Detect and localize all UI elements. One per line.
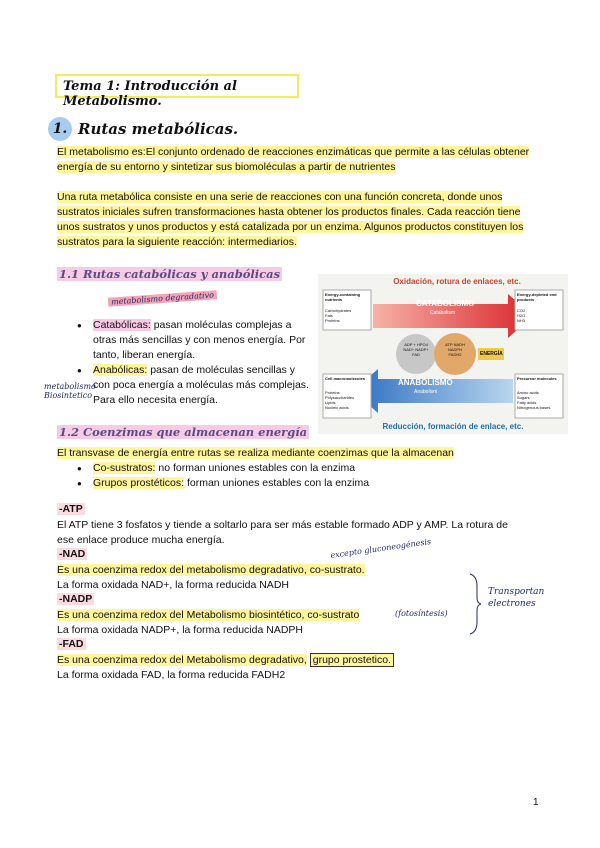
paragraph-transvase [57, 446, 537, 461]
list-coenzimas [75, 461, 495, 491]
nadp-line-2: La forma oxidada NADP+, la forma reducida NADPH [57, 624, 303, 636]
page-title: Tema 1: Introducción al Metabolismo. [55, 74, 299, 98]
atp-line-2: ese enlace produce mucha energía. [57, 534, 225, 546]
text-transvase: El transvase de energía entre rutas se realiza mediante coenzimas que la almacenan [57, 447, 454, 459]
macromolecules-items: Proteins Polysaccharides Lipids Nucleic acids [325, 390, 355, 410]
section-heading [48, 116, 238, 142]
fad-line-2: La forma oxidada FAD, la forma reducida FADH2 [57, 669, 286, 681]
energia-label: ENERGÍA [480, 351, 503, 357]
handwritten-note-catab: metabolismo degradativo [108, 290, 217, 307]
nutrients-title: Energy-containing nutrients [325, 292, 361, 302]
bullet-term: Grupos prostéticos: [93, 477, 185, 489]
heading-text: -ATP [59, 503, 83, 515]
atp-line-1: El ATP tiene 3 fosfatos y tiende a soltarlo para ser más estable formado ADP y AMP. La rotura de [57, 519, 508, 531]
heading-nad [57, 548, 87, 560]
nad-line-1: Es una coenzima redox del metabolismo degradativo, co-sustrato. [57, 564, 365, 576]
bullet-text: pasan moléculas complejas a otras más sencillas y con menos energía. Por tanto, liberan energía. [93, 319, 306, 361]
list-item [75, 318, 310, 363]
endproducts-title: Energy-depleted end products [517, 292, 557, 302]
list-item [75, 461, 495, 476]
endproducts-items: CO2 H2O NH3 [517, 308, 526, 323]
section-number: 1. [48, 117, 72, 141]
subheading-text: 1.2 Coenzimas que almacenan energía [59, 425, 308, 439]
circle-left-label: ADP + HPO4 NAD+ NADP+ FAD [403, 342, 429, 357]
handwritten-note-anab: metabolismo Biosintetico [44, 382, 96, 400]
section-title: Rutas metabólicas. [78, 120, 239, 138]
paragraph-metabolismo [57, 145, 537, 175]
heading-nadp [57, 593, 94, 605]
nutrients-items: Carbohydrates Fats Proteins [325, 308, 352, 323]
subheading-rutas [57, 267, 282, 281]
precursors-title: Precursor molecules [517, 376, 557, 381]
list-item [75, 476, 495, 491]
paragraph-atp [57, 518, 547, 548]
handwritten-transportan: Transportan electrones [488, 587, 545, 609]
fad-line-1a: Es una coenzima redox del Metabolismo degradativo, [57, 654, 307, 666]
bullet-term: Catabólicas: [93, 319, 151, 331]
subheading-coenzimas [57, 425, 309, 439]
paragraph-nadp [57, 608, 537, 638]
heading-fad [57, 638, 86, 650]
bullet-term: Co-sustratos: [93, 462, 156, 474]
paragraph-ruta [57, 190, 537, 250]
precursors-items: Amino acids Sugars Fatty acids Nitrogenous bases [517, 390, 551, 410]
handwritten-excepto: excepto gluconeogénesis [329, 536, 432, 561]
paragraph-nad [57, 563, 537, 593]
metabolism-figure [318, 274, 568, 434]
bullet-text: pasan de moléculas sencillas y con poca energía a moléculas más complejas. Para ello necesita energía. [93, 364, 309, 406]
bullet-text: forman uniones estables con la enzima [184, 477, 370, 489]
handwritten-brace [468, 572, 482, 636]
fad-line-1b: grupo prostetico. [310, 653, 394, 667]
macromolecules-title: Cell macromolecules [325, 376, 366, 381]
heading-text: -NADP [59, 593, 93, 605]
bullet-text: no forman uniones estables con la enzima [155, 462, 356, 474]
figure-bottom-label: Reducción, formación de enlace, etc. [382, 422, 524, 431]
figure-top-label: Oxidación, rotura de enlaces, etc. [393, 277, 521, 286]
catabolismo-label: CATABOLISMO [416, 299, 475, 308]
anabolismo-label: ANABOLISMO [398, 378, 453, 387]
page-number: 1 [533, 797, 539, 808]
nadp-line-1: Es una coenzima redox del Metabolismo biosintético, co-sustrato [57, 609, 360, 621]
heading-text: -NAD [59, 548, 86, 560]
text-metabolismo-def: El conjunto ordenado de reacciones enzimáticas que permite a las células obtener energía de su entorno y sintetizar sus biomoléculas a partir de nutrientes [57, 146, 530, 173]
text-metabolismo-label: El metabolismo es: [57, 146, 146, 158]
circle-right-label: ATP NADH NADPH FADH2 [445, 342, 465, 357]
subheading-text: 1.1 Rutas catabólicas y anabólicas [59, 267, 281, 281]
handwritten-fotosintesis: (fotosíntesis) [395, 609, 448, 618]
anabolism-label: Anabolism [414, 389, 438, 395]
text-ruta: Una ruta metabólica consiste en una serie de reacciones con una función concreta, donde unos sustratos iniciales sufren transformaciones hasta obtener los productos finales. Cada reacción tiene unos sustratos y unos productos y está catalizada por un enzima. Algunos productos constituyen los sustratos para la siguiente reacción: intermediarios. [57, 191, 524, 248]
bullet-term: Anabólicas: [93, 364, 148, 376]
paragraph-fad [57, 653, 537, 683]
list-item [75, 363, 310, 408]
catabolism-label: Catabolism [430, 310, 456, 316]
nad-line-2: La forma oxidada NAD+, la forma reducida NADH [57, 579, 289, 591]
heading-atp [57, 503, 85, 515]
list-rutas [75, 318, 310, 408]
heading-text: -FAD [59, 638, 84, 650]
